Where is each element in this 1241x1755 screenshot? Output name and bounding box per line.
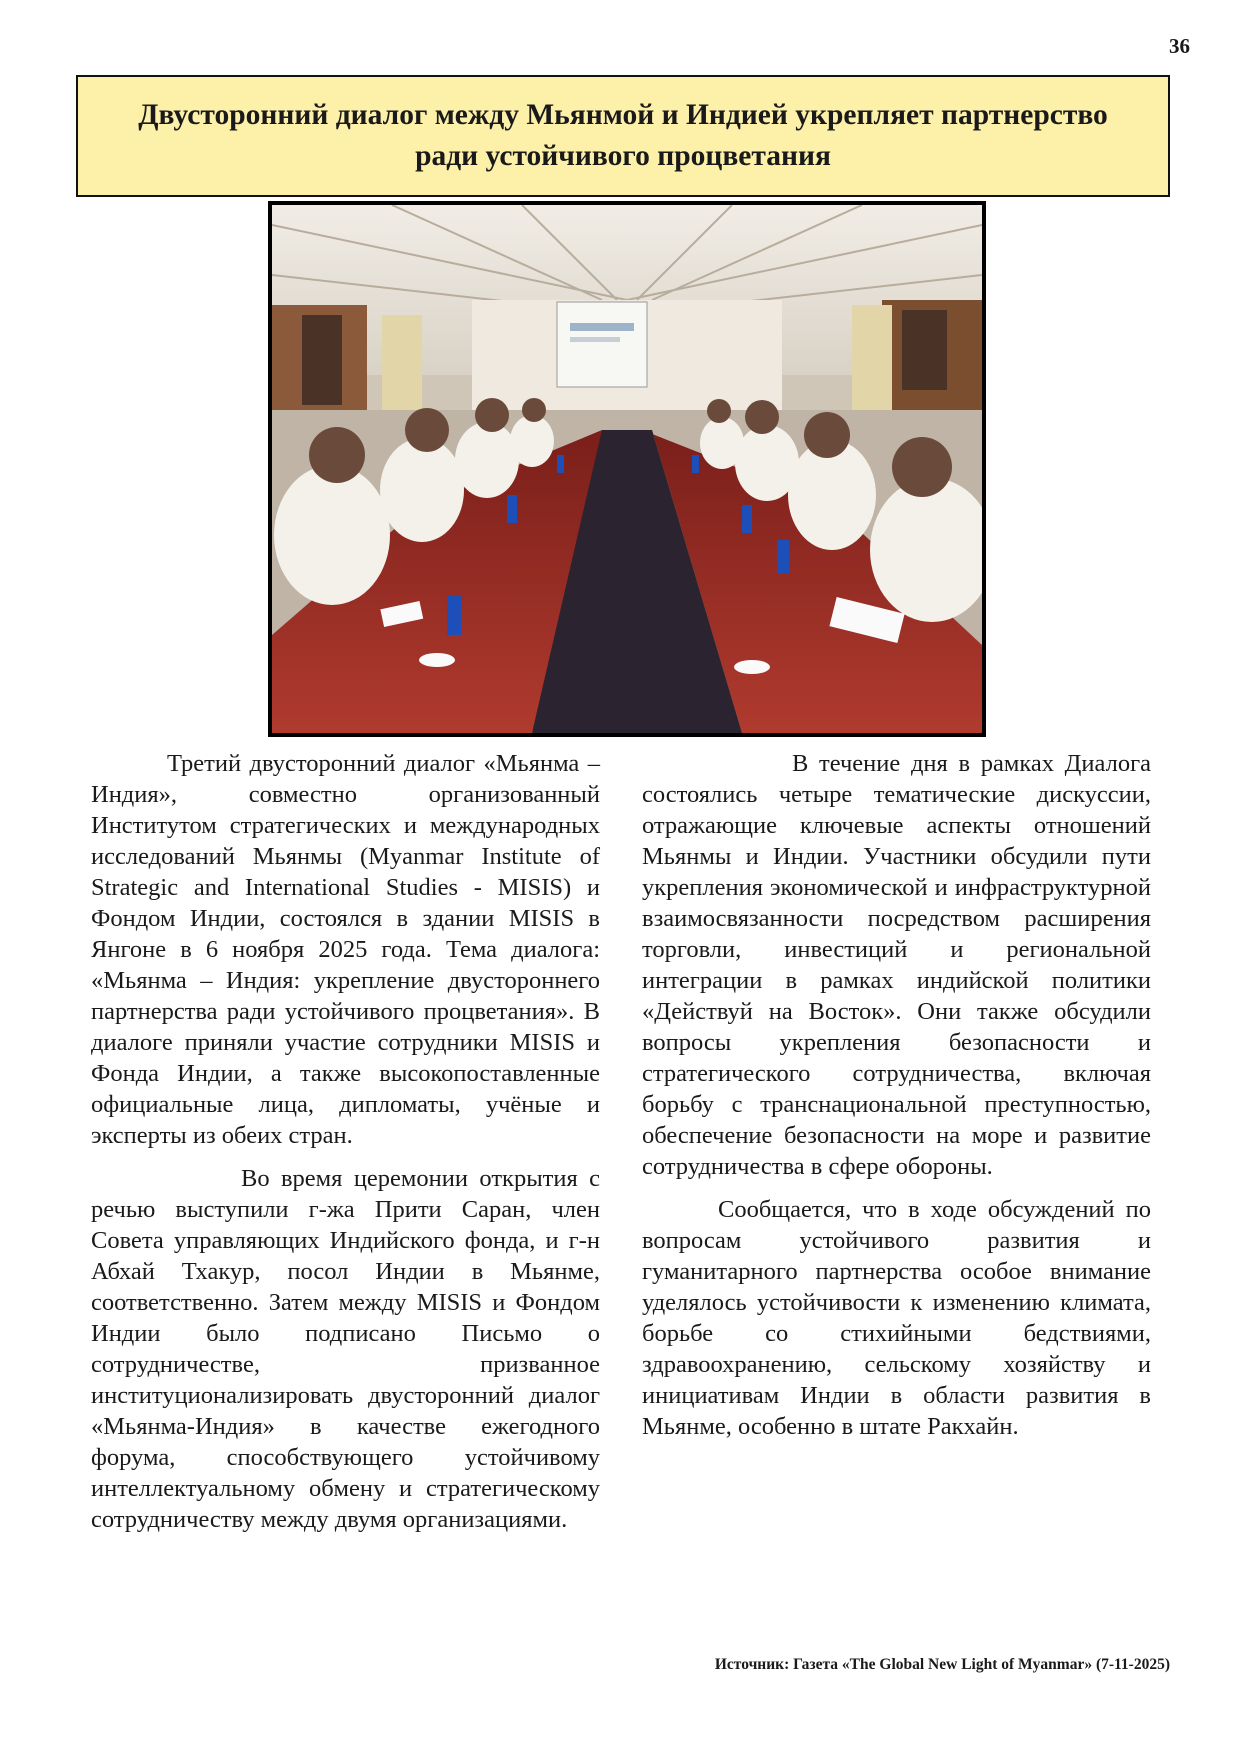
page-number: 36: [1169, 34, 1190, 58]
paragraph-right-2: Сообщается, что в ходе обсуждений по вопросам устойчивого развития и гуманитарного партнерства особое внимание уделялось устойчивости к изменению климата, борьбе со стихийными бедствиями, здравоохранению, сельскому хозяйству и инициативам Индии в области развития в Мьянме, особенно в штате Ракхайн.: [642, 1196, 1151, 1440]
paragraph-left-1: Третий двусторонний диалог «Мьянма – Индия», совместно организованный Институтом стратегических и международных исследований Мьянмы (Myanmar Institute of Strategic and International Studies - MISIS) и Фондом Индии, состоялся в здании MISIS в Янгоне в 6 ноября 2025 года. Тема диалога: «Мьянма – Индия: укрепление двустороннего партнерства ради устойчивого процветания». В диалоге приняли участие сотрудники MISIS и Фонда Индии, а также высокопоставленные официальные лица, дипломаты, учёные и эксперты из обеих стран.: [91, 750, 600, 1149]
column-right: [642, 748, 1151, 1454]
column-left: [91, 748, 600, 1547]
meeting-photo-illustration: [272, 205, 982, 733]
paragraph-right-1: В течение дня в рамках Диалога состоялись четыре тематические дискуссии, отражающие ключевые аспекты отношений Мьянмы и Индии. Участники обсудили пути укрепления экономической и инфраструктурной взаимосвязанности посредством расширения торговли, инвестиций и региональной интеграции в рамках индийской политики «Действуй на Восток». Они также обсудили вопросы укрепления безопасности и стратегического сотрудничества, включая борьбу с транснациональной преступностью, обеспечение безопасности на море и развитие сотрудничества в сфере обороны.: [642, 750, 1151, 1180]
source-citation: Источник: Газета «The Global New Light of Myanmar» (7-11-2025): [714, 1656, 1170, 1673]
meeting-photo: [268, 201, 986, 737]
paragraph-left-2: Во время церемонии открытия с речью выступили г-жа Прити Саран, член Совета управляющих Индийского фонда, и г-н Абхай Тхакур, посол Индии в Мьянме, соответственно. Затем между MISIS и Фондом Индии было подписано Письмо о сотрудничестве, призванное институционализировать двусторонний диалог «Мьянма-Индия» в качестве ежегодного форума, способствующего устойчивому интеллектуальному обмену и стратегическому сотрудничеству между двумя организациями.: [91, 1165, 600, 1533]
title-box: [76, 75, 1170, 197]
article-title: Двусторонний диалог между Мьянмой и Индией укрепляет партнерство ради устойчивого процветания: [138, 99, 1108, 172]
